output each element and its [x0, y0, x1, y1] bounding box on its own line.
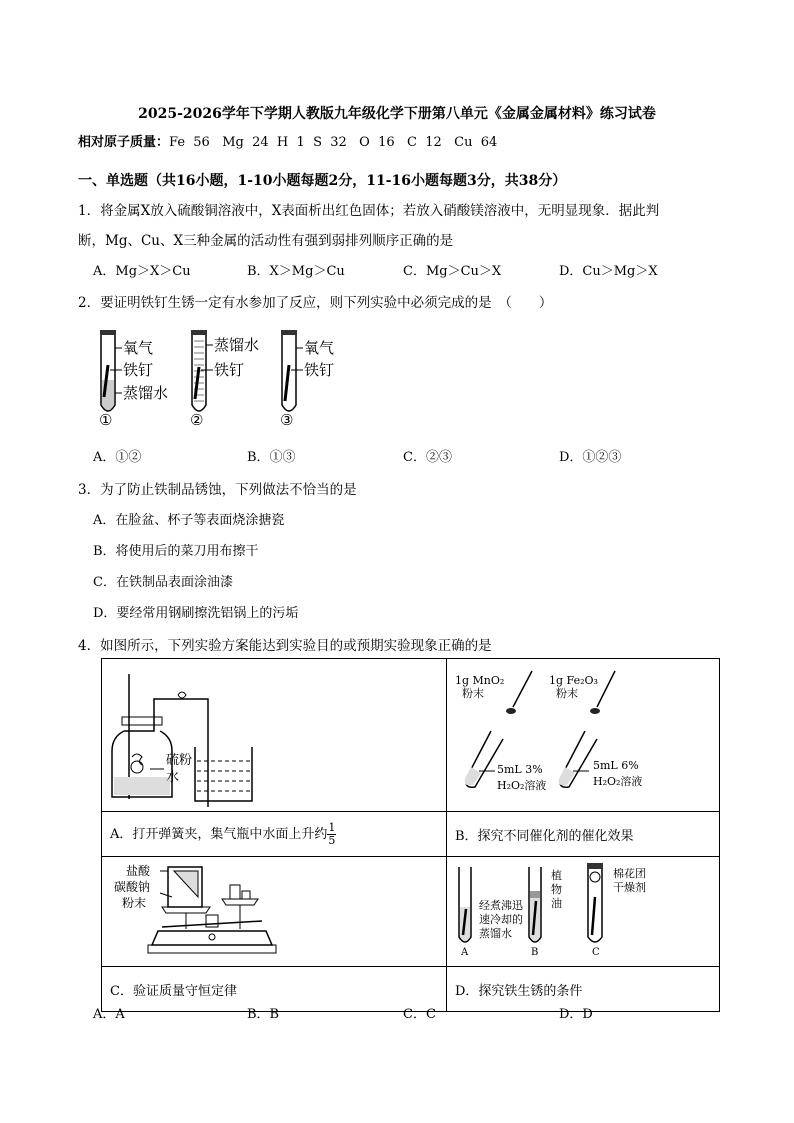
q4-caption-a: A．打开弹簧夹，集气瓶中水面上升约	[110, 826, 328, 842]
tube1-number: ①	[99, 411, 113, 429]
q4-caption-d: D．探究铁生锈的条件	[455, 983, 583, 999]
figA-water: 水	[166, 770, 180, 785]
q2-option-b[interactable]: B．①③	[247, 450, 296, 465]
q4-figure-d-cell	[447, 857, 720, 967]
q2-figure	[90, 325, 360, 430]
q4-option-b[interactable]: B．B	[247, 1007, 280, 1022]
q4-figure-d	[447, 857, 719, 962]
tube2-water: 蒸馏水	[214, 336, 260, 354]
q1-line2: 断，Mg、Cu、X三种金属的活动性有强到弱排列顺序正确的是	[78, 233, 454, 249]
figC-carbonate: 碳酸钠	[114, 880, 151, 894]
q2-option-c[interactable]: C．②③	[403, 450, 452, 465]
figD-label-a: A	[461, 947, 469, 958]
q4-figure-c	[102, 857, 446, 962]
figB-h2o2-1a: 5mL 3%	[497, 763, 543, 776]
q1-line1: 1．将金属X放入硫酸铜溶液中，X表面析出红色固体；若放入硝酸镁溶液中，无明显现象．据此判	[78, 203, 660, 219]
q4-caption-b-cell	[447, 812, 720, 857]
q3-option-a[interactable]: A．在脸盆、杯子等表面烧涂搪瓷	[93, 513, 285, 528]
q2-stem: 2．要证明铁钉生锈一定有水参加了反应，则下列实验中必须完成的是 （ ）	[78, 295, 553, 311]
tube-1	[99, 330, 168, 429]
tube2-number: ②	[190, 411, 204, 429]
figD-oil3: 油	[551, 897, 562, 910]
figB-mno2: 1g MnO₂	[455, 674, 505, 687]
q1-option-d[interactable]: D．Cu＞Mg＞X	[559, 264, 658, 279]
q4-figure-b	[447, 659, 719, 807]
figD-label-c: C	[592, 947, 600, 958]
tube-3	[280, 330, 334, 429]
tube1-nail: 铁钉	[123, 361, 154, 379]
figC-powder: 粉末	[122, 896, 147, 910]
tube3-number: ③	[280, 411, 294, 429]
tube3-nail: 铁钉	[304, 361, 335, 379]
q1-option-c[interactable]: C．Mg＞Cu＞X	[403, 264, 502, 279]
figD-boiled2: 速冷却的	[479, 913, 523, 926]
figB-h2o2-1b: H₂O₂溶液	[497, 779, 547, 792]
q4-caption-b: B．探究不同催化剂的催化效果	[455, 828, 634, 844]
q1-option-a[interactable]: A．Mg＞X＞Cu	[93, 264, 191, 279]
figD-oil1: 植	[551, 869, 562, 882]
q4-stem: 4．如图所示，下列实验方案能达到实验目的或预期实验现象正确的是	[78, 638, 492, 654]
figD-boiled1: 经煮沸迅	[479, 899, 523, 912]
tube1-oxygen: 氧气	[123, 339, 154, 357]
tube3-oxygen: 氧气	[304, 339, 335, 357]
q3-option-c[interactable]: C．在铁制品表面涂油漆	[93, 575, 233, 590]
q4-option-c[interactable]: C．C	[403, 1007, 436, 1022]
figD-desiccant: 干燥剂	[613, 881, 646, 894]
q1-option-b[interactable]: B．X＞Mg＞Cu	[247, 264, 345, 279]
q4-fraction	[327, 822, 336, 847]
q4-caption-a-cell	[102, 812, 447, 857]
tube1-water: 蒸馏水	[123, 384, 169, 402]
q4-caption-c: C．验证质量守恒定律	[110, 983, 237, 999]
q4-figure-c-cell	[102, 857, 447, 967]
atomic-mass-values: Fe 56 Mg 24 H 1 S 32 O 16 C 12 Cu 64	[169, 135, 498, 150]
q3-option-d[interactable]: D．要经常用钢刷擦洗铝锅上的污垢	[93, 606, 299, 621]
atomic-mass-label: 相对原子质量：	[78, 135, 170, 150]
q2-option-d[interactable]: D．①②③	[559, 450, 622, 465]
q4-table	[101, 658, 720, 1012]
fraction-numerator: 1	[328, 820, 336, 834]
figD-cotton: 棉花团	[613, 867, 646, 880]
q4-figure-a-cell	[102, 659, 447, 812]
q4-figure-a	[102, 659, 446, 807]
figC-acid: 盐酸	[126, 864, 151, 878]
q2-option-a[interactable]: A．①②	[93, 450, 142, 465]
figD-boiled3: 蒸馏水	[479, 927, 512, 940]
figB-h2o2-2b: H₂O₂溶液	[593, 775, 643, 788]
q4-option-d[interactable]: D．D	[559, 1007, 593, 1022]
figA-sulfur: 硫粉	[166, 753, 193, 768]
q3-option-b[interactable]: B．将使用后的菜刀用布擦干	[93, 544, 259, 559]
figB-powder2: 粉末	[556, 687, 578, 700]
fraction-denominator: 5	[328, 833, 336, 847]
figB-fe2o3: 1g Fe₂O₃	[549, 674, 598, 687]
figD-label-b: B	[531, 947, 539, 958]
tube2-nail: 铁钉	[214, 361, 245, 379]
figB-h2o2-2a: 5mL 6%	[593, 759, 639, 772]
atomic-mass-line	[78, 131, 497, 150]
q4-figure-b-cell	[447, 659, 720, 812]
page-title: 2025-2026学年下学期人教版九年级化学下册第八单元《金属金属材料》练习试卷	[138, 106, 656, 122]
section-heading: 一、单选题（共16小题，1-10小题每题2分，11-16小题每题3分，共38分）	[78, 173, 567, 189]
figB-powder1: 粉末	[462, 687, 484, 700]
q3-stem: 3．为了防止铁制品锈蚀，下列做法不恰当的是	[78, 482, 357, 498]
tube-2	[190, 330, 259, 429]
figD-oil2: 物	[551, 883, 562, 896]
q4-option-a[interactable]: A．A	[93, 1007, 125, 1022]
